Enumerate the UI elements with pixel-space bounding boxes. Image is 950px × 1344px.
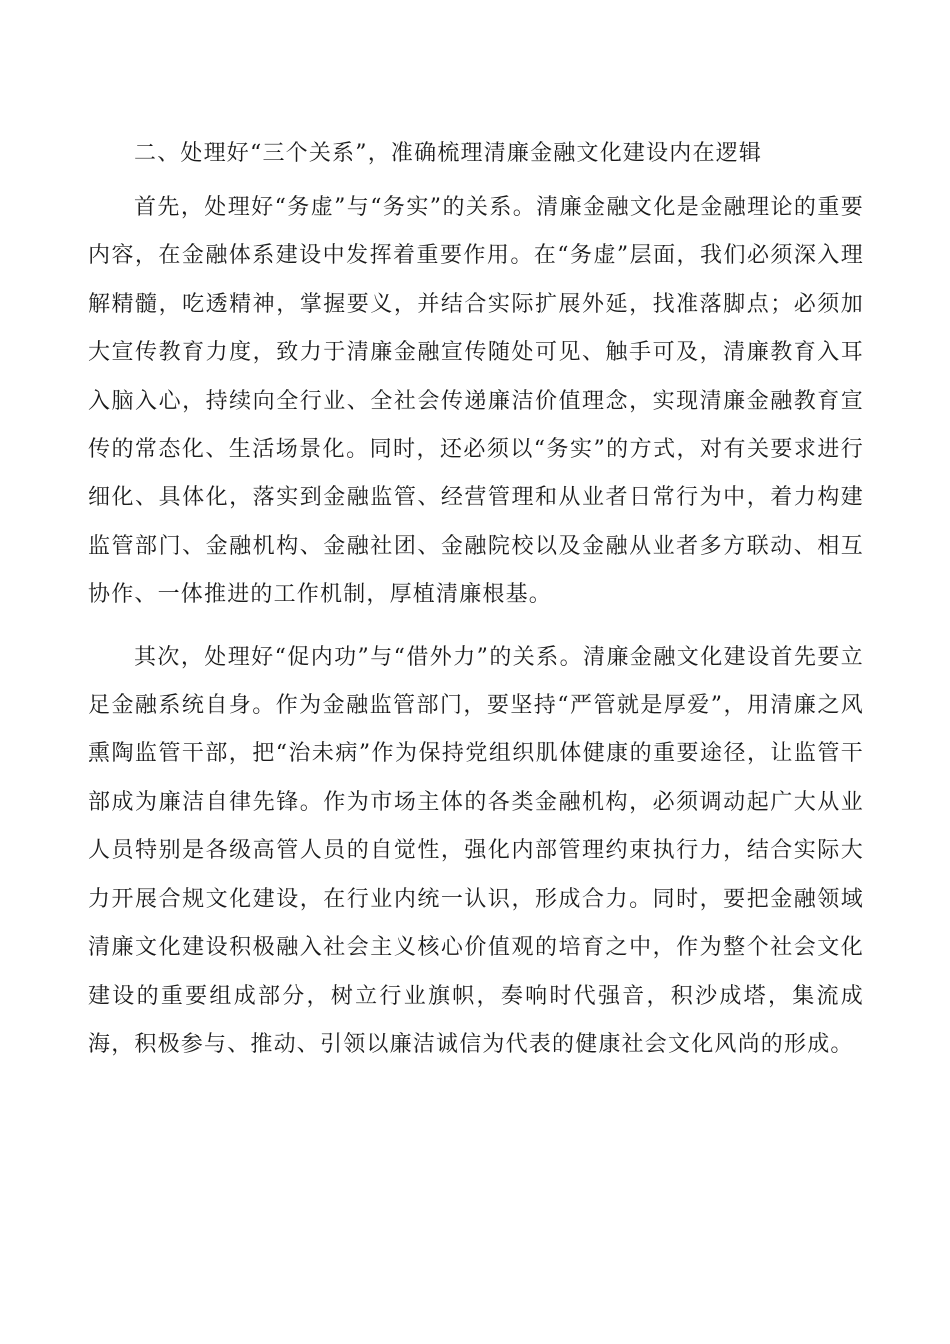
paragraph-first: 首先，处理好“务虚”与“务实”的关系。清廉金融文化是金融理论的重要内容，在金融体系建设中发挥着重要作用。在“务虚”层面，我们必须深入理解精髓，吃透精神，掌握要义，并结合实际扩展外延，找准落脚点；必须加大宣传教育力度，致力于清廉金融宣传随处可见、触手可及，清廉教育入耳入脑入心，持续向全行业、全社会传递廉洁价值理念，实现清廉金融教育宣传的常态化、生活场景化。同时，还必须以“务实”的方式，对有关要求进行细化、具体化，落实到金融监管、经营管理和从业者日常行为中，着力构建监管部门、金融机构、金融社团、金融院校以及金融从业者多方联动、相互协作、一体推进的工作机制，厚植清廉根基。 — [88, 195, 864, 608]
section-heading: 二、处理好“三个关系”，准确梳理清廉金融文化建设内在逻辑 — [134, 141, 763, 166]
document-body — [88, 134, 864, 1069]
paragraph-second: 其次，处理好“促内功”与“借外力”的关系。清廉金融文化建设首先要立足金融系统自身。作为金融监管部门，要坚持“严管就是厚爱”，用清廉之风熏陶监管干部，把“治未病”作为保持党组织肌体健康的重要途径，让监管干部成为廉洁自律先锋。作为市场主体的各类金融机构，必须调动起广大从业人员特别是各级高管人员的自觉性，强化内部管理约束执行力，结合实际大力开展合规文化建设，在行业内统一认识，形成合力。同时，要把金融领域清廉文化建设积极融入社会主义核心价值观的培育之中，作为整个社会文化建设的重要组成部分，树立行业旗帜，奏响时代强音，积沙成塔，集流成海，积极参与、推动、引领以廉洁诚信为代表的健康社会文化风尚的形成。 — [88, 644, 864, 1057]
